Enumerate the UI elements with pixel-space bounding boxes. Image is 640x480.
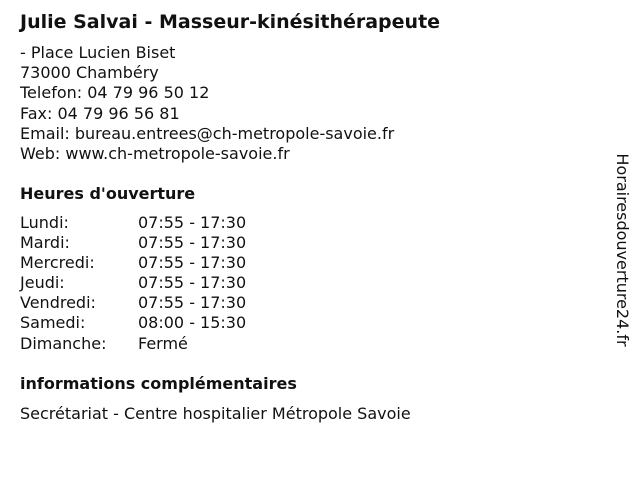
day-label: Dimanche: — [20, 333, 107, 353]
page-title: Julie Salvai - Masseur-kinésithérapeute — [20, 11, 441, 33]
website-address: Web: www.ch-metropole-savoie.fr — [20, 144, 290, 164]
opening-hours-heading: Heures d'ouverture — [20, 184, 196, 203]
contact-block — [20, 43, 394, 164]
time-range: 07:55 - 17:30 — [138, 293, 247, 313]
time-range: Fermé — [138, 333, 188, 353]
day-label: Mardi: — [20, 233, 70, 253]
time-range: 07:55 - 17:30 — [138, 273, 247, 293]
site-watermark: Horairesdouverture24.fr — [613, 153, 632, 347]
address-line-2: 73000 Chambéry — [20, 63, 159, 83]
time-range: 07:55 - 17:30 — [138, 213, 247, 232]
time-range: 07:55 - 17:30 — [138, 253, 247, 273]
additional-info-text: Secrétariat - Centre hospitalier Métropole Savoie — [20, 404, 411, 423]
email-address: Email: bureau.entrees@ch-metropole-savoie.fr — [20, 123, 395, 143]
day-label: Samedi: — [20, 313, 86, 333]
day-label: Lundi: — [20, 213, 69, 232]
phone-number: Telefon: 04 79 96 50 12 — [20, 83, 210, 103]
fax-number: Fax: 04 79 96 56 81 — [20, 103, 180, 123]
additional-info-heading: informations complémentaires — [20, 374, 297, 393]
time-range: 08:00 - 15:30 — [138, 313, 247, 333]
address-line-1: - Place Lucien Biset — [20, 43, 176, 62]
day-label: Mercredi: — [20, 253, 95, 273]
day-label: Jeudi: — [20, 273, 65, 293]
time-range: 07:55 - 17:30 — [138, 233, 247, 253]
day-label: Vendredi: — [20, 293, 96, 313]
